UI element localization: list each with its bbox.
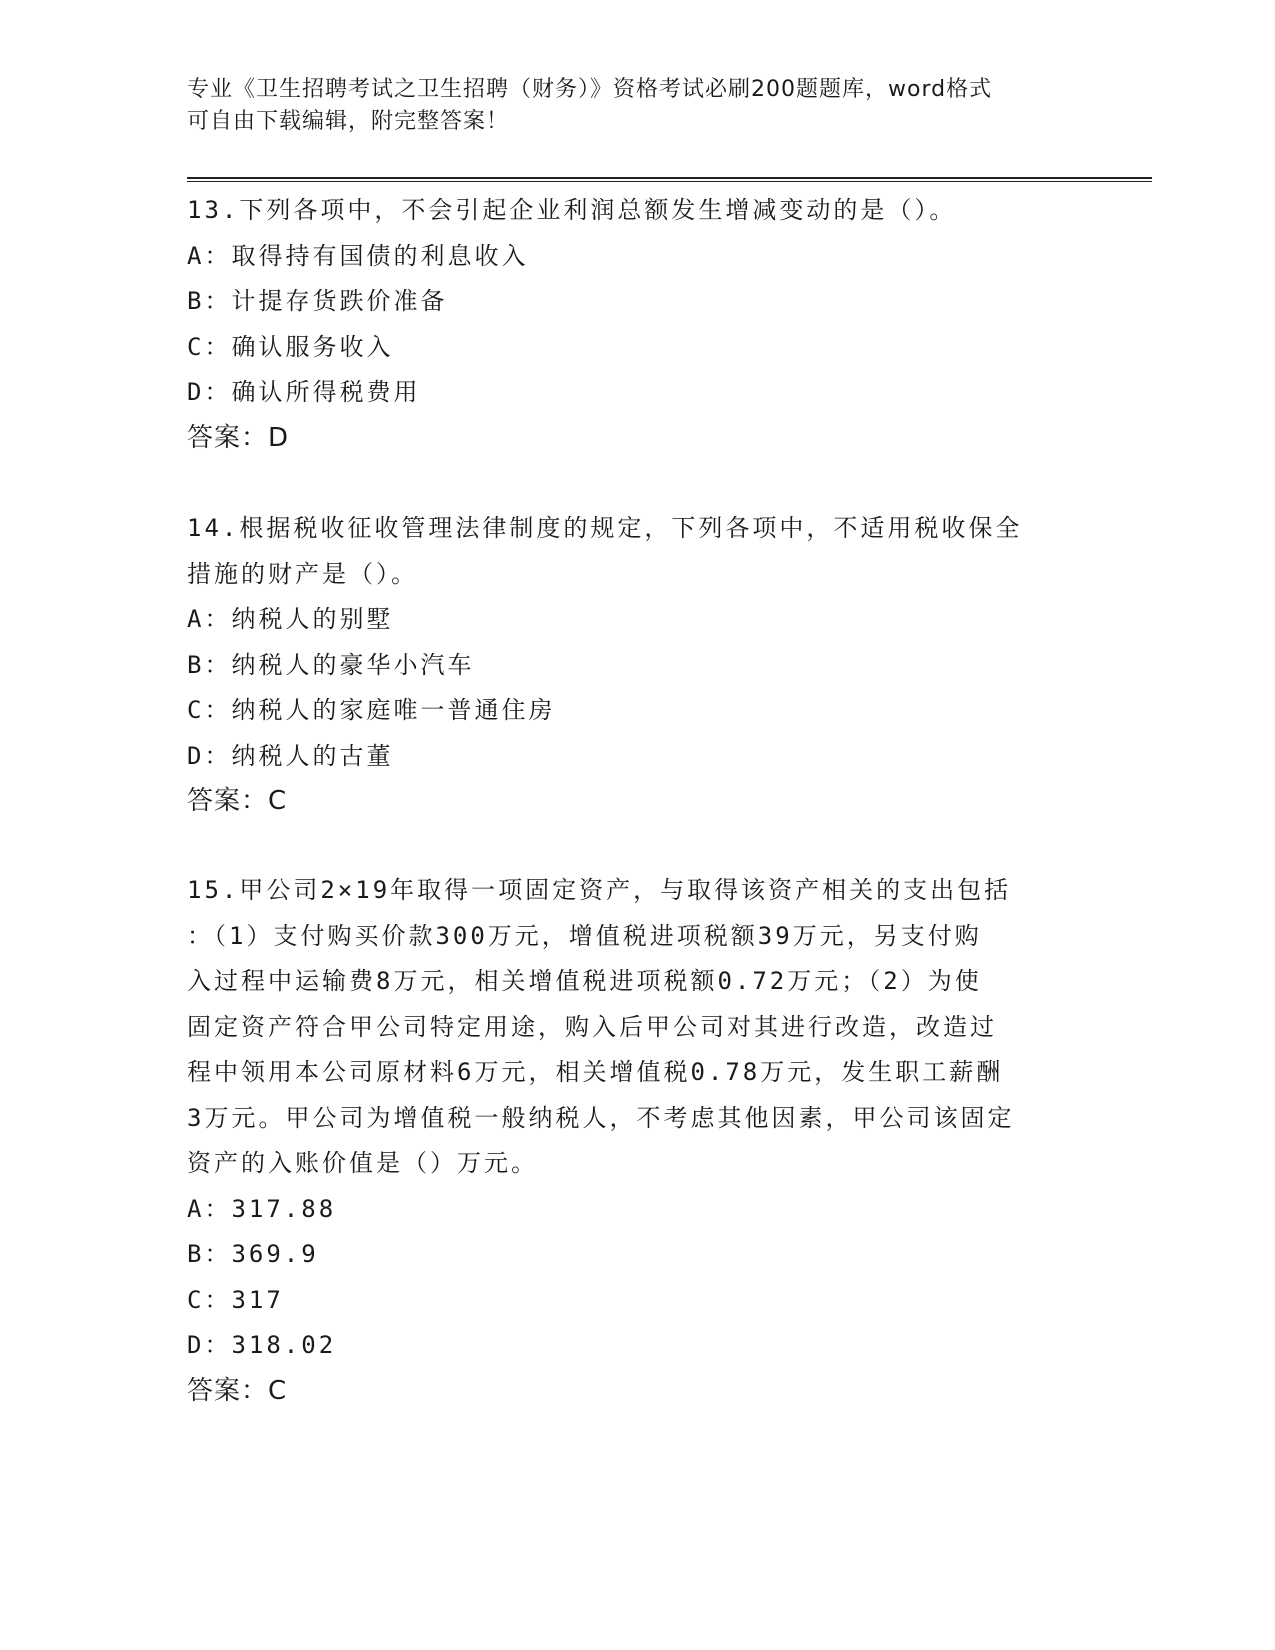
question-15 [187,868,1087,1414]
question-stem [187,506,1087,597]
question-stem [187,868,1087,1187]
option-c: C：317 [187,1285,284,1314]
divider-thick-line [187,177,1152,179]
stem-line: 15.甲公司2×19年取得一项固定资产，与取得该资产相关的支出包括 [187,876,1012,904]
stem-line: 13.下列各项中，不会引起企业利润总额发生增减变动的是（）。 [187,196,957,224]
stem-line: 措施的财产是（）。 [187,559,418,588]
option-d: D：确认所得税费用 [187,378,421,406]
question-14 [187,506,1087,825]
stem-line: ：（1）支付购买价款300万元，增值税进项税额39万元，另支付购 [187,921,982,950]
option-c: C：确认服务收入 [187,332,394,361]
stem-line: 固定资产符合甲公司特定用途，购入后甲公司对其进行改造，改造过 [187,1012,997,1041]
option-d: D：318.02 [187,1331,337,1359]
option-c: C：纳税人的家庭唯一普通住房 [187,696,556,724]
answer-line: 答案：C [187,786,288,816]
option-a: A：317.88 [187,1194,337,1223]
header-line-2: 可自由下载编辑，附完整答案！ [187,109,510,134]
option-a: A：纳税人的别墅 [187,605,394,633]
stem-line: 14.根据税收征收管理法律制度的规定，下列各项中，不适用税收保全 [187,514,1023,542]
answer-line: 答案：D [187,422,290,453]
stem-line: 资产的入账价值是（）万元。 [187,1149,538,1177]
option-b: B：369.9 [187,1240,319,1268]
question-stem [187,188,1087,234]
option-b: B：计提存货跌价准备 [187,287,448,315]
stem-line: 入过程中运输费8万元，相关增值税进项税额0.72万元；（2）为使 [187,967,982,995]
stem-line: 3万元。甲公司为增值税一般纳税人，不考虑其他因素，甲公司该固定 [187,1103,1015,1132]
header-divider [187,177,1152,182]
option-d: D：纳税人的古董 [187,741,394,770]
divider-thin-line [187,181,1152,182]
option-b: B：纳税人的豪华小汽车 [187,650,475,679]
document-header [187,74,1067,138]
header-line-1: 专业《卫生招聘考试之卫生招聘（财务）》资格考试必刷200题题库，word格式 [187,77,993,102]
answer-line: 答案：C [187,1375,288,1406]
question-13 [187,188,1087,461]
stem-line: 程中领用本公司原材料6万元，相关增值税0.78万元，发生职工薪酬 [187,1058,1004,1086]
option-a: A：取得持有国债的利息收入 [187,241,529,270]
